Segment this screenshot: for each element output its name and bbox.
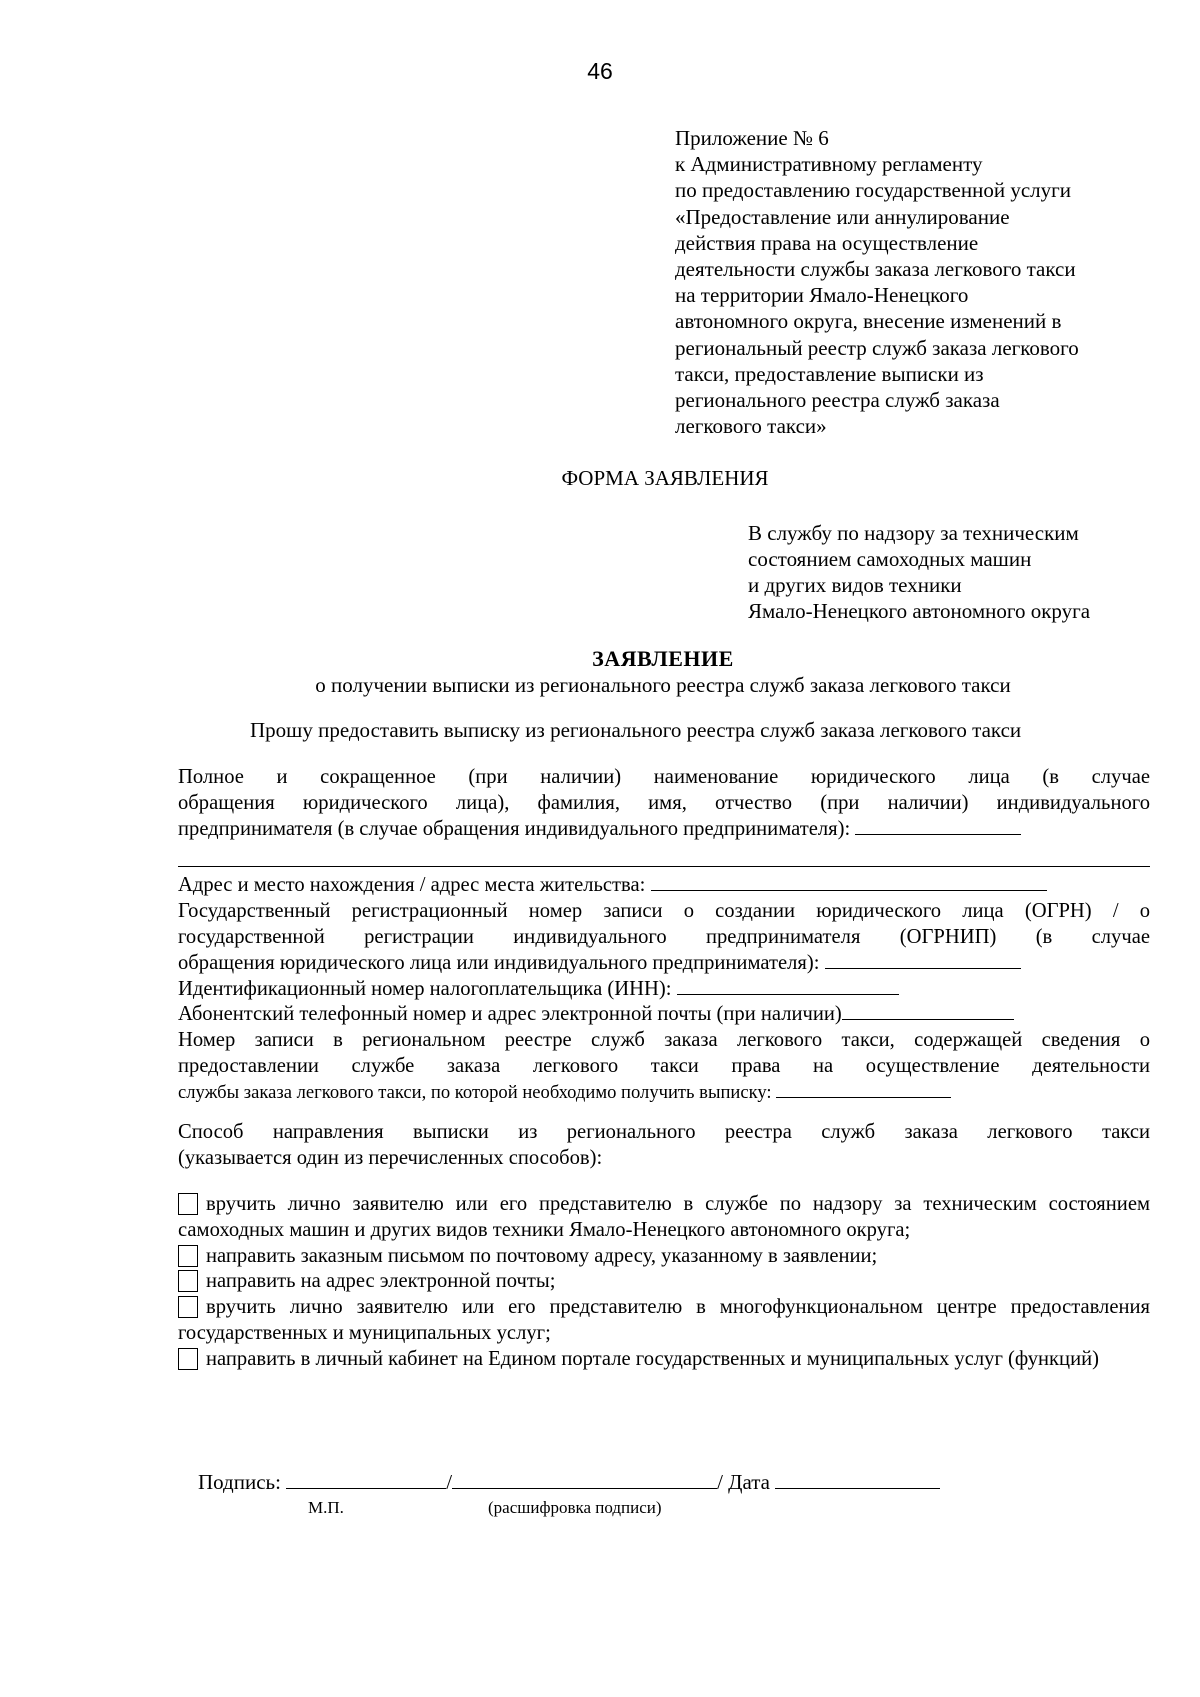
method-line: Способ направления выписки из регионального реестра служб заказа легкового такси xyxy=(178,1121,1150,1143)
decoding-caption: (расшифровка подписи) xyxy=(488,1498,662,1517)
record-label-line: предоставлении службе заказа легкового такси права на осуществление деятельности xyxy=(178,1054,1150,1077)
option-checkbox[interactable] xyxy=(178,1296,198,1318)
record-input-line[interactable] xyxy=(776,1081,951,1098)
name-input-line-full[interactable] xyxy=(178,842,1150,867)
signature-label: Подпись: xyxy=(198,1470,281,1494)
ogrn-label-line: Государственный регистрационный номер записи о создании юридического лица (ОГРН) / о xyxy=(178,900,1150,923)
option-checkbox[interactable] xyxy=(178,1245,198,1267)
name-label-line: обращения юридического лица), фамилия, имя, отчество (при наличии) индивидуального xyxy=(178,791,1150,814)
signature-decoding-input-line[interactable] xyxy=(452,1470,717,1489)
option-checkbox[interactable] xyxy=(178,1193,198,1215)
delivery-option xyxy=(178,1295,1150,1347)
page-number: 46 xyxy=(587,58,613,84)
name-label: предпринимателя (в случае обращения индивидуального предпринимателя): xyxy=(178,817,851,840)
inn-label: Идентификационный номер налогоплательщика (ИНН): xyxy=(178,977,672,1000)
appendix-line: Приложение № 6 xyxy=(675,126,829,150)
ogrn-label-line: государственной регистрации индивидуального предпринимателя (ОГРНИП) (в случае xyxy=(178,925,1150,948)
addressee-line: В службу по надзору за техническим xyxy=(748,521,1079,545)
record-label: службы заказа легкового такси, по которой необходимо получить выписку: xyxy=(178,1081,772,1103)
appendix-line: такси, предоставление выписки из xyxy=(675,361,984,386)
appendix-line: «Предоставление или аннулирование xyxy=(675,204,1010,229)
date-input-line[interactable] xyxy=(775,1470,940,1489)
document-title: ЗАЯВЛЕНИЕ xyxy=(592,646,734,671)
applicant-fields xyxy=(178,765,1150,1106)
addressee-block xyxy=(748,520,1158,624)
ogrn-label: обращения юридического лица или индивидуального предпринимателя): xyxy=(178,951,820,974)
signature-separator: / xyxy=(446,1470,453,1494)
addressee-line: состоянием самоходных машин xyxy=(748,547,1032,571)
addressee-line: Ямало-Ненецкого автономного округа xyxy=(748,599,1091,623)
appendix-line: по предоставлению государственной услуги xyxy=(675,178,1071,203)
address-field xyxy=(178,873,1150,899)
appendix-line: к Административному регламенту xyxy=(675,152,983,177)
phone-email-label: Абонентский телефонный номер и адрес электронной почты (при наличии) xyxy=(178,1003,842,1026)
signature-input-line[interactable] xyxy=(286,1470,446,1489)
appendix-line: действия права на осуществление xyxy=(675,230,979,255)
delivery-option xyxy=(178,1347,1150,1373)
document-subtitle: о получении выписки из регионального реестра служб заказа легкового такси xyxy=(315,673,1011,697)
appendix-line: региональный реестр служб заказа легкового xyxy=(675,335,1079,360)
appendix-line: регионального реестра служб заказа xyxy=(675,388,1000,413)
option-checkbox[interactable] xyxy=(178,1270,198,1292)
address-label: Адрес и место нахождения / адрес места жительства: xyxy=(178,874,646,897)
inn-field xyxy=(178,977,1150,1003)
record-label-line: Номер записи в региональном реестре служб заказа легкового такси, содержащей сведения о xyxy=(178,1029,1150,1052)
date-label: / Дата xyxy=(717,1470,771,1494)
option-label: вручить лично заявителю или его представителю в многофункциональном центре предоставления государственных и муниципальных услуг; xyxy=(178,1296,1150,1344)
record-field xyxy=(178,1080,1150,1106)
ogrn-field xyxy=(178,951,1150,977)
appendix-line: на территории Ямало-Ненецкого xyxy=(675,283,969,308)
option-label: направить в личный кабинет на Едином портале государственных и муниципальных услуг (функций) xyxy=(206,1347,1099,1370)
appendix-line: легкового такси» xyxy=(675,414,827,439)
address-input-line[interactable] xyxy=(651,874,1047,891)
delivery-options xyxy=(178,1192,1150,1373)
ogrn-input-line[interactable] xyxy=(825,952,1021,969)
form-title: ФОРМА ЗАЯВЛЕНИЯ xyxy=(561,466,769,490)
name-label-line xyxy=(178,817,1150,843)
method-line: (указывается один из перечисленных способов): xyxy=(178,1146,603,1169)
name-input-line[interactable] xyxy=(855,818,1021,835)
delivery-option xyxy=(178,1269,1150,1295)
phone-email-field xyxy=(178,1002,1150,1028)
delivery-method xyxy=(178,1120,1150,1172)
option-label: направить на адрес электронной почты; xyxy=(206,1270,556,1293)
appendix-line: деятельности службы заказа легкового такси xyxy=(675,257,1076,282)
option-checkbox[interactable] xyxy=(178,1348,198,1370)
option-label: направить заказным письмом по почтовому адресу, указанному в заявлении; xyxy=(206,1244,878,1267)
addressee-line: и других видов техники xyxy=(748,573,962,597)
delivery-option xyxy=(178,1244,1150,1270)
appendix-line: автономного округа, внесение изменений в xyxy=(675,309,1062,334)
appendix-header xyxy=(675,125,1145,439)
name-label-line: Полное и сокращенное (при наличии) наименование юридического лица (в случае xyxy=(178,766,1150,788)
request-text: Прошу предоставить выписку из регионального реестра служб заказа легкового такси xyxy=(250,718,1022,742)
delivery-option xyxy=(178,1192,1150,1244)
phone-email-input-line[interactable] xyxy=(842,1003,1014,1020)
option-label: вручить лично заявителю или его представителю в службе по надзору за техническим состоянием самоходных машин и других видов техники Ямало-Ненецкого автономного округа; xyxy=(178,1193,1150,1241)
signature-row xyxy=(198,1470,940,1495)
inn-input-line[interactable] xyxy=(677,978,899,995)
stamp-caption: М.П. xyxy=(308,1498,344,1517)
